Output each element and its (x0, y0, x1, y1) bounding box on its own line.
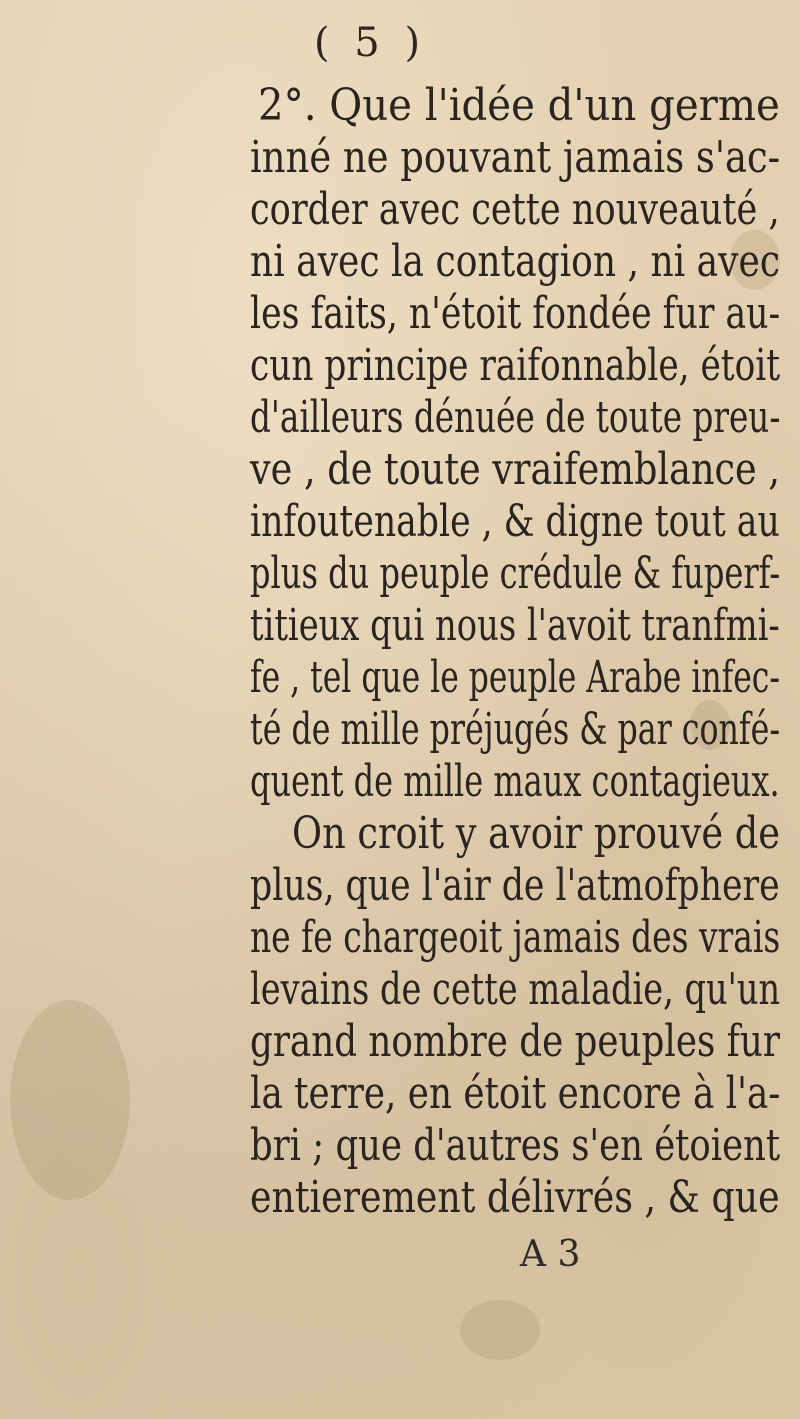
text-line: ve , de toute vraifemblance , (250, 444, 780, 495)
text-line: d'ailleurs dénuée de toute preu- (250, 392, 781, 443)
text-line: té de mille préjugés & par confé- (250, 704, 781, 755)
text-line: infoutenable , & digne tout au (250, 496, 780, 547)
paper-stain (460, 1300, 540, 1360)
text-line: ne fe chargeoit jamais des vrais (250, 912, 781, 963)
signature-mark: A 3 (520, 1234, 581, 1275)
text-line: grand nombre de peuples fur (250, 1016, 780, 1067)
paper-stain (10, 1000, 130, 1200)
text-line: la terre, en étoit encore à l'a- (250, 1068, 781, 1119)
text-line: 2°. Que l'idée d'un germe (258, 80, 780, 131)
text-line: cun principe raifonnable, étoit (250, 340, 781, 391)
text-line: inné ne pouvant jamais s'ac- (250, 132, 781, 183)
text-line: entierement délivrés , & que (250, 1172, 780, 1223)
text-line: On croit y avoir prouvé de (292, 808, 780, 859)
text-line: plus du peuple crédule & fuperf- (250, 548, 781, 599)
text-line: corder avec cette nouveauté , (250, 184, 780, 235)
text-line: levains de cette maladie, qu'un (250, 964, 781, 1015)
text-line: ni avec la contagion , ni avec (250, 236, 781, 287)
page-number-header: ( 5 ) (313, 20, 427, 66)
text-line: quent de mille maux contagieux. (250, 756, 780, 807)
text-line: fe , tel que le peuple Arabe infec- (250, 652, 780, 703)
text-line: titieux qui nous l'avoit tranfmi- (250, 600, 780, 651)
text-line: les faits, n'étoit fondée fur au- (250, 288, 781, 339)
text-line: bri ; que d'autres s'en étoient (250, 1120, 781, 1171)
text-line: plus, que l'air de l'atmofphere (250, 860, 780, 911)
